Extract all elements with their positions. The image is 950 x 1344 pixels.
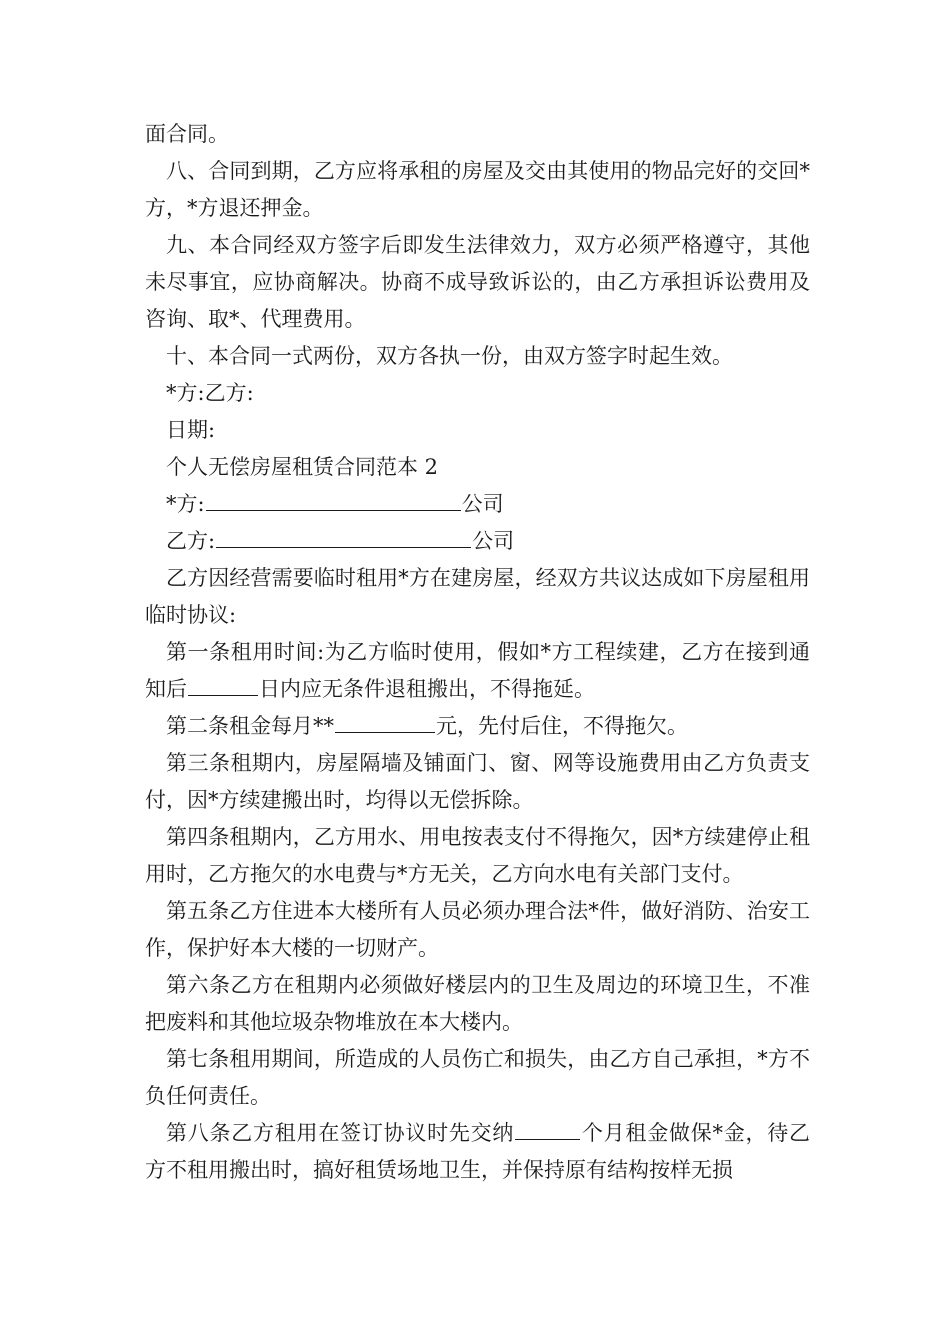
article-two-text-b: 元，先付后住，不得拖欠。 (436, 714, 688, 738)
agreement-intro: 乙方因经营需要临时租用*方在建房屋，经双方共议达成如下房屋租用临时协议: (145, 566, 810, 627)
article-one-text-a: 第一条租用时间:为乙方临时使用，假如*方工程续建，乙方在接到通知后 (145, 640, 810, 701)
party-a-suffix: 公司 (461, 492, 504, 516)
party-a-line (145, 486, 810, 523)
paragraph-continuation: 面合同。 (145, 122, 229, 146)
article-five: 第五条乙方住进本大楼所有人员必须办理合法*件，做好消防、治安工作，保护好本大楼的一切财产。 (145, 899, 810, 960)
article-three: 第三条租期内，房屋隔墙及铺面门、窗、网等设施费用由乙方负责支付，因*方续建搬出时，均得以无偿拆除。 (145, 751, 810, 812)
article-two (145, 708, 810, 745)
article-eight-text-a: 第八条乙方租用在签订协议时先交纳 (166, 1121, 515, 1145)
article-eight-text-b: 个月租金做保*金，待乙方不租用搬出时，搞好租赁场地卫生，并保持原有结构按样无损 (145, 1121, 811, 1182)
document-body (145, 116, 810, 1189)
section-title: 个人无偿房屋租赁合同范本 2 (166, 455, 439, 479)
party-a-label: *方: (166, 492, 205, 516)
party-b-suffix: 公司 (472, 529, 515, 553)
party-b-label: 乙方: (166, 529, 216, 553)
party-b-blank[interactable] (216, 525, 471, 548)
party-a-blank[interactable] (206, 488, 461, 511)
clause-ten: 十、本合同一式两份，双方各执一份，由双方签字时起生效。 (166, 344, 733, 368)
article-two-text-a: 第二条租金每月** (166, 714, 334, 738)
article-six: 第六条乙方在租期内必须做好楼层内的卫生及周边的环境卫生，不准把废料和其他垃圾杂物堆放在本大楼内。 (145, 973, 810, 1034)
clause-eight: 八、合同到期，乙方应将承租的房屋及交由其使用的物品完好的交回*方，*方退还押金。 (145, 159, 810, 220)
article-four: 第四条租期内，乙方用水、用电按表支付不得拖欠，因*方续建停止租用时，乙方拖欠的水电费与*方无关，乙方向水电有关部门支付。 (145, 825, 810, 886)
article-one-days-blank[interactable] (188, 673, 258, 696)
article-two-rent-blank[interactable] (335, 710, 435, 733)
party-b-line (145, 523, 810, 560)
article-seven: 第七条租用期间，所造成的人员伤亡和损失，由乙方自己承担，*方不负任何责任。 (145, 1047, 810, 1108)
article-one-text-b: 日内应无条件退租搬出，不得拖延。 (259, 677, 595, 701)
date-line: 日期: (166, 418, 216, 442)
signature-parties-line: *方:乙方: (166, 381, 254, 405)
article-one (145, 634, 810, 708)
article-eight (145, 1115, 810, 1189)
article-eight-months-blank[interactable] (515, 1117, 580, 1140)
clause-nine: 九、本合同经双方签字后即发生法律效力，双方必须严格遵守，其他未尽事宜，应协商解决。协商不成导致诉讼的，由乙方承担诉讼费用及咨询、取*、代理费用。 (145, 233, 810, 331)
